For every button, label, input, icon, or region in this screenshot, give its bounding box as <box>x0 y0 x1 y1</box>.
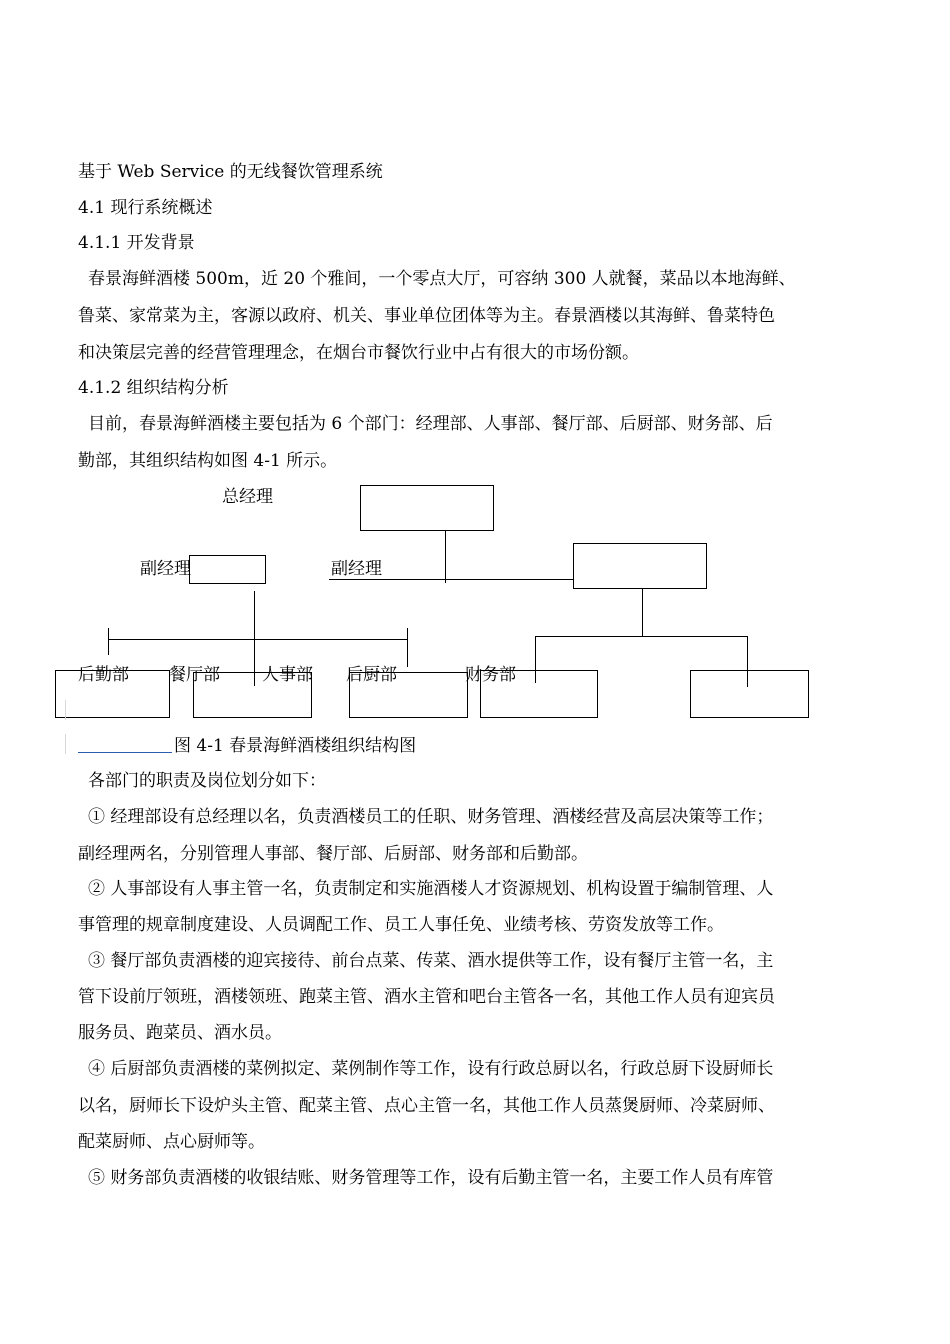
vice-manager-right-label: 副经理 <box>331 559 382 579</box>
connector <box>108 639 408 640</box>
connector <box>535 636 748 637</box>
connector <box>407 628 408 667</box>
section-heading-4-1-1: 4.1.1 开发背景 <box>78 233 195 253</box>
edit-mark <box>65 734 66 754</box>
dept-label-houchu: 后厨部 <box>346 665 397 685</box>
duty-line: 配菜厨师、点心厨师等。 <box>78 1132 265 1152</box>
vice-manager-right-box <box>573 543 707 589</box>
dept-box <box>690 670 809 718</box>
dept-label-canting: 餐厅部 <box>169 665 220 685</box>
paragraph-line: 勤部，其组织结构如图 4-1 所示。 <box>78 451 338 471</box>
vice-manager-left-label: 副经理 <box>140 559 191 579</box>
paragraph-line: 鲁菜、家常菜为主，客源以政府、机关、事业单位团体等为主。春景酒楼以其海鲜、鲁菜特色 <box>78 306 775 326</box>
dept-label-renshi: 人事部 <box>262 665 313 685</box>
duty-line: 事管理的规章制度建设、人员调配工作、员工人事任免、业绩考核、劳资发放等工作。 <box>78 915 724 935</box>
connector <box>329 579 574 580</box>
intro-line: 各部门的职责及岗位划分如下： <box>88 771 326 791</box>
section-heading-4-1: 4.1 现行系统概述 <box>78 198 213 218</box>
duty-line: ③ 餐厅部负责酒楼的迎宾接待、前台点菜、传菜、酒水提供等工作，设有餐厅主管一名，主 <box>88 951 774 971</box>
caption-underline <box>78 752 172 753</box>
duty-line: ⑤ 财务部负责酒楼的收银结账、财务管理等工作，设有后勤主管一名，主要工作人员有库管 <box>88 1168 774 1188</box>
duty-line: 以名，厨师长下设炉头主管、配菜主管、点心主管一名，其他工作人员蒸煲厨师、冷菜厨师、 <box>78 1096 775 1116</box>
edit-mark <box>65 700 66 720</box>
paragraph-line: 春景海鲜酒楼 500m，近 20 个雅间，一个零点大厅，可容纳 300 人就餐，菜品以本地海鲜、 <box>88 269 796 289</box>
paragraph-line: 目前，春景海鲜酒楼主要包括为 6 个部门：经理部、人事部、餐厅部、后厨部、财务部、后 <box>88 414 773 434</box>
connector <box>445 531 446 583</box>
dept-label-caiwu: 财务部 <box>465 665 516 685</box>
paragraph-line: 和决策层完善的经营管理理念，在烟台市餐饮行业中占有很大的市场份额。 <box>78 343 639 363</box>
vice-manager-left-box <box>189 555 266 584</box>
connector <box>642 589 643 636</box>
dept-label-houqin: 后勤部 <box>78 665 129 685</box>
section-heading-4-1-2: 4.1.2 组织结构分析 <box>78 378 229 398</box>
duty-line: ② 人事部设有人事主管一名，负责制定和实施酒楼人才资源规划、机构设置于编制管理、人 <box>88 879 774 899</box>
gm-box <box>360 485 494 531</box>
doc-title: 基于 Web Service 的无线餐饮管理系统 <box>78 162 383 182</box>
gm-label: 总经理 <box>222 487 273 507</box>
duty-line: 管下设前厅领班，酒楼领班、跑菜主管、酒水主管和吧台主管各一名，其他工作人员有迎宾员 <box>78 987 775 1007</box>
duty-line: ④ 后厨部负责酒楼的菜例拟定、菜例制作等工作，设有行政总厨以名，行政总厨下设厨师长 <box>88 1059 774 1079</box>
figure-caption: 图 4-1 春景海鲜酒楼组织结构图 <box>174 736 417 756</box>
duty-line: 服务员、跑菜员、酒水员。 <box>78 1023 282 1043</box>
duty-line: ① 经理部设有总经理以名，负责酒楼员工的任职、财务管理、酒楼经营及高层决策等工作； <box>88 807 774 827</box>
duty-line: 副经理两名，分别管理人事部、餐厅部、后厨部、财务部和后勤部。 <box>78 844 588 864</box>
connector <box>108 628 109 655</box>
